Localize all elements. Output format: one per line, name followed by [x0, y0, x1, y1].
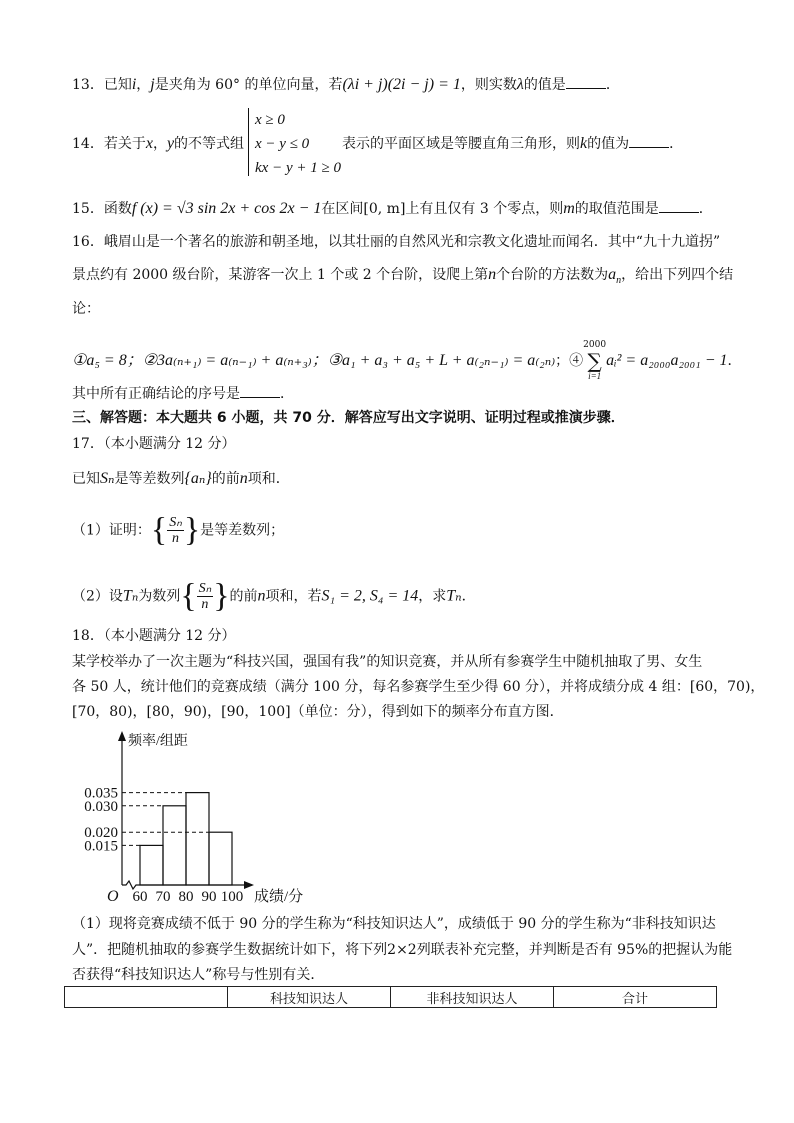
q14-sep: ，: [152, 136, 167, 152]
q13-number: 13．已知: [72, 77, 132, 93]
q13-lambda: λ: [516, 76, 524, 93]
q17-l1c: 的前: [211, 471, 240, 487]
q16-an: a: [608, 266, 617, 283]
q16-sum-symbol: ∑: [587, 349, 602, 373]
q17-head: 17．（本小题满分 12 分）: [72, 436, 236, 452]
right-brace: }: [183, 511, 201, 549]
q16-line3: 论：: [72, 301, 100, 317]
q18-head: 18．（本小题满分 12 分）: [72, 628, 236, 644]
q17-frac-den: n: [172, 531, 180, 546]
q14-ineq3: kx − y + 1 ≥ 0: [255, 160, 341, 176]
q14-x: x: [145, 135, 153, 152]
q17-n2: n: [257, 587, 266, 605]
q15-m: m: [563, 200, 575, 217]
q13-sep: ，: [136, 77, 151, 93]
q15-function: f (x) = √3 sin 2x + cos 2x − 1: [131, 200, 322, 217]
q16-line1: 16．峨眉山是一个著名的旅游和朝圣地，以其壮丽的自然风光和宗教文化遗址而闻名．其中“九十九道拐”: [72, 234, 721, 250]
q17-frac-num: Sₙ: [169, 515, 182, 530]
q18-line2: 各 50 人，统计他们的竞赛成绩（满分 100 分，每名参赛学生至少得 60 分），并将成绩分成 4 组：[60，70)，: [72, 679, 765, 695]
origin-label: O: [107, 888, 119, 905]
q17-p1a: （1）证明：: [72, 522, 151, 539]
q17-p2d: 项和，若: [265, 588, 322, 605]
table-header-cell-2: 非科技知识达人: [391, 987, 554, 1008]
q15-text1: 在区间[0, m]上有且仅有 3 个零点，则: [321, 201, 564, 217]
y-tick-label: 0.030: [84, 798, 118, 815]
q16-sum-top: 2000: [583, 340, 607, 350]
q13-vector-i: i: [131, 76, 137, 93]
q14-ineq2: x − y ≤ 0: [255, 136, 310, 152]
q18-part1-c: 否获得“科技知识达人”称号与性别有关．: [72, 967, 325, 983]
q17-p2e: ，求: [418, 588, 447, 605]
q16-line2: [72, 266, 733, 290]
x-tick-label: 90: [201, 889, 217, 905]
q13-text2: ，则实数: [460, 77, 517, 93]
table-header-cell-0: [65, 987, 228, 1008]
q16-line2a: 景点约有 2000 级台阶，某游客一次上 1 个或 2 个台阶，设爬上第: [72, 267, 489, 283]
frequency-histogram: [72, 725, 412, 910]
histogram-bar: [163, 806, 186, 885]
q17-sequence: {aₙ}: [184, 470, 212, 487]
q16-sum: [583, 340, 606, 382]
q17-part1: [72, 511, 285, 549]
table-header-cell-3: 合计: [554, 987, 717, 1008]
contingency-table: [64, 986, 717, 1008]
q16-end: ．: [280, 386, 294, 402]
q16-answer-blank[interactable]: [240, 385, 280, 398]
q15-answer-blank[interactable]: [659, 200, 699, 213]
q16-line2c: ，给出下列四个结: [621, 267, 734, 283]
section-3-title: 三、解答题：本大题共 6 小题，共 70 分．解答应写出文字说明、证明过程或推演步骤．: [72, 410, 625, 426]
q17-p2c: 的前: [229, 588, 258, 605]
q17-frac2-den: n: [201, 597, 209, 612]
q14-ineq1: x ≥ 0: [255, 112, 285, 128]
q18-line3: [70，80)，[80，90)，[90，100]（单位：分），得到如下的频率分布直方图．: [72, 704, 564, 720]
x-tick-label: 80: [178, 889, 194, 905]
q14-text1: 的不等式组: [174, 136, 245, 152]
q14-text2: 表示的平面区域是等腰直角三角形，则: [342, 136, 580, 152]
histogram-bar: [140, 845, 163, 885]
y-tick-label: 0.015: [84, 838, 118, 855]
q14-prefix: 14．若关于: [72, 136, 146, 152]
y-tick-label: 0.035: [84, 785, 118, 802]
question-14: [72, 135, 244, 153]
question-14-tail: [342, 135, 683, 153]
q17-fraction: [167, 515, 184, 546]
q16-conclusion-4: aᵢ² = a₂₀₀₀a₂₀₀₁ − 1: [606, 352, 728, 369]
q14-inequality-system: [255, 108, 341, 180]
q16-question: [72, 385, 294, 403]
q14-y: y: [166, 135, 175, 152]
q17-p2end: ．: [461, 588, 476, 605]
x-tick-label: 70: [155, 889, 171, 905]
q17-p1b: 是等差数列；: [200, 522, 285, 539]
q17-p2b: 为数列: [138, 588, 181, 605]
q16-conclusion-1: ①a₅ = 8: [72, 352, 127, 369]
question-13: [72, 76, 620, 94]
y-tick-label: 0.020: [84, 825, 118, 842]
q17-Tn: Tₙ: [122, 587, 139, 605]
q16-conclusion-4-end: ．: [727, 353, 742, 369]
q14-answer-blank[interactable]: [629, 135, 669, 148]
histogram-bar: [209, 832, 232, 885]
left-brace: {: [150, 511, 168, 549]
x-tick-label: 60: [132, 889, 148, 905]
q13-text3: 的值是: [523, 77, 566, 93]
q16-sum-bottom: i=1: [588, 371, 602, 381]
q16-conclusion-3: ；③a₁ + a₃ + a₅ + L + a₍₂ₙ₋₁₎ = a₍₂ₙ₎: [311, 352, 556, 369]
y-axis-arrow-icon: [118, 731, 126, 741]
q15-end: ．: [698, 201, 713, 217]
q16-conclusions: [72, 340, 741, 382]
x-axis-label: 成绩/分: [254, 889, 304, 905]
q14-k: k: [580, 135, 588, 152]
q13-expression: (λi + j)(2i − j) = 1: [342, 76, 461, 93]
right-brace: }: [213, 577, 230, 615]
q16-last: 其中所有正确结论的序号是: [72, 386, 240, 402]
q17-l1d: 项和．: [247, 471, 290, 487]
q16-an-sub: n: [616, 274, 622, 286]
q18-part1-a: （1）现将竞赛成绩不低于 90 分的学生称为“科技知识达人”，成绩低于 90 分的学生称为“非科技知识达: [72, 916, 716, 932]
y-axis-label: 频率/组距: [128, 734, 188, 749]
q17-condition: S₁ = 2, S₄ = 14: [321, 587, 419, 605]
q14-brace: [248, 108, 255, 176]
table-header-row: [65, 987, 717, 1008]
q13-answer-blank[interactable]: [566, 76, 606, 89]
q17-Tn2: Tₙ: [446, 587, 462, 605]
q16-n: n: [488, 266, 497, 283]
q15-text2: 的取值范围是: [574, 201, 659, 217]
left-brace: {: [180, 577, 197, 615]
q13-text1: 是夹角为 60° 的单位向量，若: [154, 77, 343, 93]
q13-vector-j: j: [150, 76, 155, 93]
q14-text3: 的值为: [587, 136, 630, 152]
q17-l1b: 是等差数列: [114, 471, 185, 487]
q13-end: ．: [605, 77, 620, 93]
q16-line2b: 个台阶的方法数为: [496, 267, 609, 283]
q17-line1: [72, 470, 290, 488]
q17-frac2-num: Sₙ: [198, 581, 212, 596]
q15-prefix: 15．函数: [72, 201, 132, 217]
q16-conclusion-2: ；②3a₍ₙ₊₁₎ = a₍ₙ₋₁₎ + a₍ₙ₊₃₎: [126, 352, 312, 369]
q14-end: ．: [669, 136, 684, 152]
q17-part2: [72, 577, 476, 615]
x-axis-arrow-icon: [244, 881, 254, 889]
table-header-cell-1: 科技知识达人: [228, 987, 391, 1008]
q17-Sn: Sₙ: [100, 470, 115, 487]
x-tick-label: 100: [220, 889, 244, 905]
q16-conclusion-4-mark: ；④: [555, 353, 584, 369]
q17-n: n: [239, 470, 248, 487]
q18-part1-b: 人”．把随机抽取的参赛学生数据统计如下，将下列2×2列联表补充完整，并判断是否有 95%的把握认为能: [72, 942, 733, 958]
q17-l1a: 已知: [72, 471, 100, 487]
histogram-bar: [186, 793, 209, 885]
q17-fraction-2: [197, 581, 214, 612]
q17-p2a: （2）设: [72, 588, 123, 605]
q18-line1: 某学校举办了一次主题为“科技兴国，强国有我”的知识竞赛，并从所有参赛学生中随机抽取了男、女生: [72, 654, 703, 670]
question-15: [72, 200, 713, 218]
